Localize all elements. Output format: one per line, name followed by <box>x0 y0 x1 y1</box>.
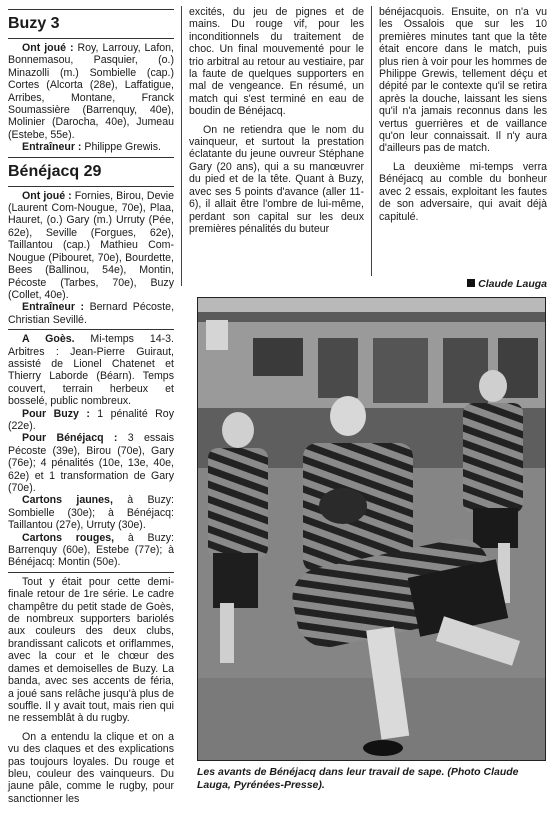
article-paragraph: excités, du jeu de pignes et de mains. Du rouge vif, pour les inconditionnels du traitement de choc. Un final mouvementé pour le trio arbitral au retour au vestiaire, par la faute de quelques supporters en mal de vengeance. En résumé, un match qui s'est terminé en eau de boudin de Bénéjacq. <box>189 6 364 118</box>
scoring-benejacq: Pour Bénéjacq : 3 essais Pécoste (39e), Birou (70e), Gary (76e); 4 pénalités (10e, 13e, 40e, 62e) et 1 transformation de Gary (70e). <box>8 432 174 494</box>
divider <box>8 329 174 330</box>
article-paragraph: On ne retiendra que le nom du vainqueur, et surtout la prestation éclatante du jeune ouvreur Stéphane Gary (20 ans), qui a su manœuvrer du pied et de la tête. Quant à Buzy, avec ses 5 points d'avance (aller 11-6), il allait être l'ombre de lui-même, perdant son capital sur les deux premières pénalités du buteur <box>189 123 364 235</box>
benejacq-coach: Entraîneur : Bernard Pécoste, Christian Sevillé. <box>8 301 175 326</box>
divider <box>8 157 174 158</box>
column-article-middle <box>189 6 364 235</box>
divider <box>8 572 174 573</box>
photo-caption: Les avants de Bénéjacq dans leur travail de sape. (Photo Claude Lauga, Pyrénées-Presse). <box>197 766 519 791</box>
team-buzy-heading: Buzy 3 <box>8 15 60 32</box>
article-paragraph: La deuxième mi-temps verra Bénéjacq au comble du bonheur avec 2 essais, exploitant les fautes de son adversaire, qui avait déjà capitulé. <box>379 160 547 223</box>
square-bullet-icon <box>467 279 475 287</box>
yellow-cards: Cartons jaunes, à Buzy: Sombielle (30e); à Bénéjacq: Taillantou (27e), Urruty (30e). <box>8 494 174 532</box>
column-rule-right <box>371 6 372 276</box>
match-details: A Goès. Mi-temps 14-3. Arbitres : Jean-Pierre Guiraut, assisté de Lionel Chatenet et Thierry Laborde (Béarn). Temps couvert, terrain herbeux et bosselé, public nombreux. <box>8 333 174 408</box>
column-rule-left <box>181 6 182 286</box>
top-rule <box>8 9 174 10</box>
scoring-buzy: Pour Buzy : 1 pénalité Roy (22e). <box>8 407 174 432</box>
article-paragraph: bénéjacquois. Ensuite, on n'a vu les Ossalois que sur les 10 premières minutes tant que la tête était encore dans le match, puis plus rien à voir pour les hommes de Philippe Grewis, tellement déçu et dépité par le contexte qu'il se retira après la douche, laissant les siens qu'il n'a jamais reconnus dans les vertus guerrières et de vaillance qu'on leur connaissait. Il n'y aura d'ailleurs pas de match. <box>379 6 547 155</box>
buzy-lineup: Ont joué : Roy, Larrouy, Lafon, Bonnemasou, Pasquier, (o.) Minazolli (m.) Sombielle (cap.) Cortes (Alcorta (28e), Laffatigue, Arribes, Montane, Franck Soumassière (Barrenquy, 40e), Molinier (Darocha, 40e), Jumeau (Estebe, 55e). <box>8 42 174 141</box>
buzy-coach: Entraîneur : Philippe Grewis. <box>22 141 161 154</box>
divider <box>8 38 174 39</box>
match-photo <box>197 297 546 761</box>
author-credit: Claude Lauga <box>379 278 547 290</box>
article-paragraph: Tout y était pour cette demi-finale retour de 1re série. Le cadre champêtre du petit stade de Goès, de nombreux supporters bariolés aux couleurs des deux clubs, brandissant calicots et oriflammes, avec la cour et le chœur des dames et demoiselles de Buzy. La banda, avec ses accents de féria, a joué sans relâche jusqu'à plus de souffle. Il y avait tout, mais rien qui ne ressemblât à du rugby. <box>8 575 174 725</box>
team-benejacq-heading: Bénéjacq 29 <box>8 162 102 180</box>
benejacq-lineup: Ont joué : Fornies, Birou, Devie (Laurent Com-Nougue, 70e), Plaa, Hauret, (o.) Gary (m.) Urruty (Pée, 62e), Seville (Forgues, 62e), Taillantou (cap.) Mathieu Com-Nougue (Pibouret, 70e), Bourdette, Bees (Ballinou, 54e), Montin, Pécoste (Tarbes, 70e), Buzy (Collet, 40e). <box>8 189 174 301</box>
column-results <box>8 6 174 805</box>
red-cards: Cartons rouges, à Buzy: Barrenquy (60e), Estebe (77e); à Bénéjacq: Montin (50e). <box>8 531 174 569</box>
article-paragraph: On a entendu la clique et on a vu des claques et des explications pas toujours loyales. Du rouge et bleu, couleur des vainqueurs. Du jaune pâle, comme le rugby, pour sanctionner les <box>8 730 174 805</box>
column-article-right <box>379 6 547 223</box>
divider <box>8 186 174 187</box>
